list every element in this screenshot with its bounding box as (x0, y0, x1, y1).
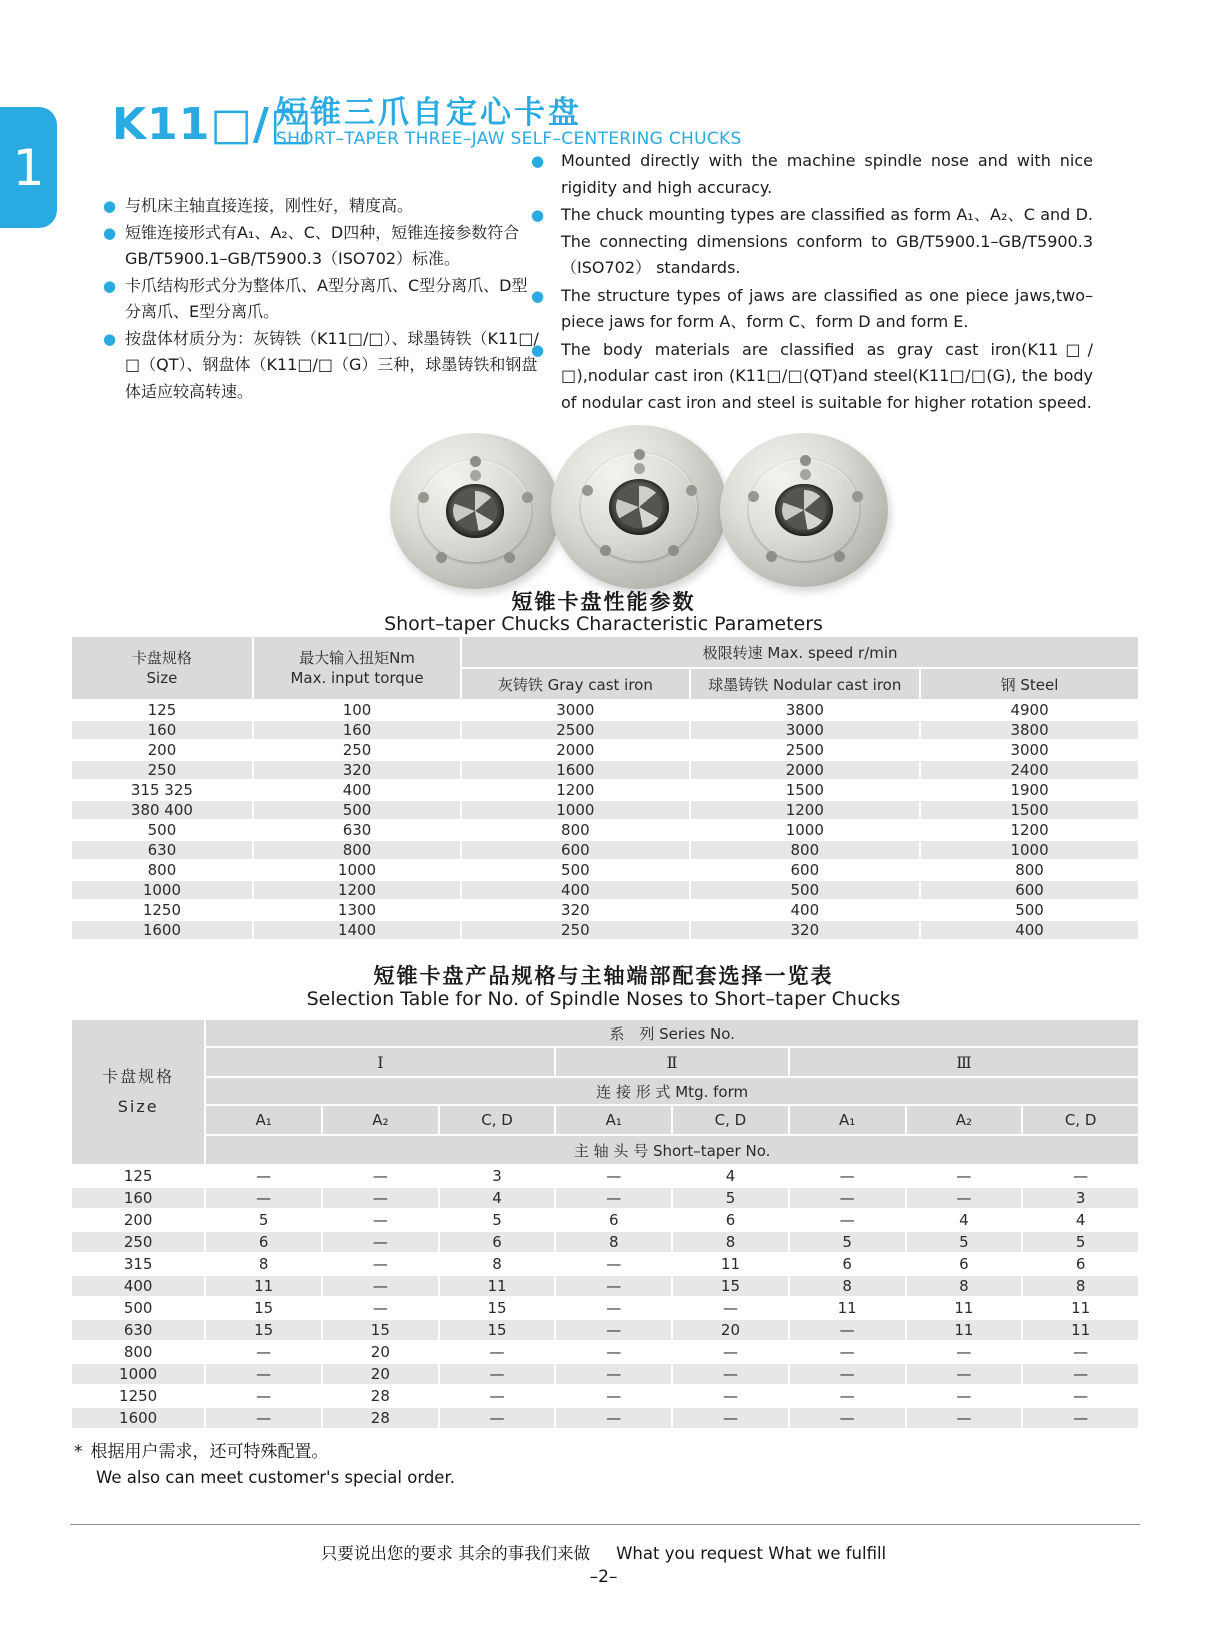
feature-item (103, 220, 541, 273)
t2-cell: — (372, 1255, 388, 1273)
t1-cell: 1500 (921, 801, 1138, 819)
t1-cell: 3000 (556, 701, 595, 719)
t2-cell: — (790, 1188, 905, 1208)
t1-cell: 400 (790, 901, 820, 919)
feature-item (531, 148, 1093, 201)
t1-cell: 1900 (1010, 781, 1049, 799)
t1-cell: 1200 (691, 801, 920, 819)
t1-cell: 400 (462, 881, 688, 899)
bullet-icon: ● (531, 286, 545, 305)
t2-header-series-label: 系 列 Series No. (206, 1020, 1138, 1046)
footnote-chinese: * 根据用户需求，还可特殊配置。 (74, 1442, 329, 1462)
t1-cell: 2000 (691, 761, 920, 779)
t2-cell: 15 (440, 1320, 555, 1340)
characteristic-parameters-table (70, 635, 1140, 941)
t1-cell: 500 (561, 861, 590, 879)
slogan-english: What you request What we fulfill (616, 1544, 887, 1563)
t2-cell: 5 (258, 1211, 269, 1229)
t2-cell: 8 (790, 1276, 905, 1296)
table-row (72, 1166, 1138, 1186)
t1-cell: 3800 (785, 701, 824, 719)
footer-slogan (0, 1540, 1207, 1564)
t1-cell: 2400 (921, 761, 1138, 779)
section-number: 1 (12, 138, 45, 197)
t2-cell: 4 (1075, 1211, 1086, 1229)
t2-cell: 8 (258, 1255, 269, 1273)
t2-cell: — (256, 1167, 272, 1185)
t2-cell: — (256, 1343, 272, 1361)
t2-header-size-en: Size (117, 1097, 159, 1116)
t1-cell: 800 (147, 861, 177, 879)
chuck-jaws (782, 490, 826, 530)
t2-cell: 8 (673, 1232, 788, 1252)
page-title-english: SHORT–TAPER THREE–JAW SELF–CENTERING CHUCKS (276, 129, 742, 149)
t2-cell: — (323, 1232, 438, 1252)
t2-cell: 3 (1023, 1188, 1138, 1208)
t1-cell: 160 (72, 721, 252, 739)
bullet-icon: ● (103, 276, 117, 295)
t2-cell: — (907, 1408, 1022, 1428)
t1-cell: 2500 (462, 721, 688, 739)
footnote-english: We also can meet customer's special order. (96, 1468, 455, 1487)
spindle-nose-selection-table (70, 1018, 1140, 1430)
feature-item (103, 193, 541, 220)
t2-cell: 250 (72, 1232, 204, 1252)
t1-header-torque-cn: 最大输入扭矩Nm (299, 649, 415, 667)
table-row (72, 1276, 1138, 1296)
t2-cell: 400 (72, 1276, 204, 1296)
t2-header-size-cn: 卡盘规格 (102, 1067, 175, 1086)
t1-header-torque-en: Max. input torque (290, 669, 424, 687)
t2-cell: 11 (206, 1276, 321, 1296)
table2-title-english: Selection Table for No. of Spindle Noses to Short–taper Chucks (306, 988, 901, 1010)
t2-cell: 5 (492, 1211, 502, 1229)
t2-cell: 20 (370, 1343, 390, 1361)
t2-cell: 8 (1023, 1276, 1138, 1296)
feature-list-chinese (103, 193, 541, 405)
t1-cell: 250 (462, 921, 688, 939)
t2-cell: 28 (323, 1408, 438, 1428)
t2-cell: 6 (725, 1211, 736, 1229)
t1-cell: 2500 (785, 741, 824, 759)
feature-item (103, 273, 541, 326)
t1-cell: 1500 (785, 781, 824, 799)
t1-cell: 100 (342, 701, 372, 719)
t2-taper-label: 主 轴 头 号 Short–taper No. (206, 1136, 1138, 1164)
t2-cell: — (206, 1364, 321, 1384)
page-number: –2– (589, 1567, 618, 1587)
t1-cell: 250 (72, 761, 252, 779)
t2-cell: — (790, 1408, 905, 1428)
section-tab (0, 107, 57, 228)
t1-cell: 1200 (556, 781, 595, 799)
t1-header-torque (254, 637, 460, 699)
t1-cell: 500 (254, 801, 460, 819)
t1-cell: 125 (147, 701, 177, 719)
t1-cell: 630 (342, 821, 372, 839)
t1-header-size-en: Size (146, 669, 178, 687)
t2-cell: 11 (907, 1320, 1022, 1340)
t2-cell: 1000 (72, 1364, 204, 1384)
t2-cell: 5 (673, 1188, 788, 1208)
t2-cell: 6 (608, 1211, 619, 1229)
t2-cell: — (606, 1299, 622, 1317)
t2-cell: 1250 (119, 1387, 158, 1405)
feature-text: 按盘体材质分为：灰铸铁（K11□/□）、球墨铸铁（K11□/□（QT）、钢盘体（K11□/□（G）三种，球墨铸铁和钢盘体适应较高转速。 (125, 328, 539, 401)
t2-cell: 11 (440, 1276, 555, 1296)
t2-cell: — (722, 1387, 738, 1405)
t2-cell: 125 (123, 1167, 153, 1185)
t1-cell: 1600 (72, 921, 252, 939)
t2-cell: 800 (123, 1343, 153, 1361)
table1-title-english: Short–taper Chucks Characteristic Parameters (384, 613, 823, 635)
table-row (72, 1320, 1138, 1340)
t2-cell: 630 (72, 1320, 204, 1340)
chuck-jaws (453, 491, 497, 532)
t2-cell: — (673, 1408, 788, 1428)
table-row (72, 701, 1138, 719)
bullet-icon: ● (531, 152, 545, 170)
t1-cell: 400 (921, 921, 1138, 939)
t1-cell: 315 325 (130, 781, 193, 799)
t1-subheader-cell: 钢 Steel (921, 669, 1138, 699)
table-row (72, 721, 1138, 739)
asterisk-icon: * (74, 1442, 83, 1462)
t2-cell: — (440, 1408, 555, 1428)
t2-cell: — (839, 1211, 855, 1229)
t2-cell: 28 (370, 1387, 390, 1405)
t2-cell: — (839, 1343, 855, 1361)
t2-cell: — (1023, 1364, 1138, 1384)
t1-cell: 500 (147, 821, 177, 839)
t1-cell: 2000 (556, 741, 595, 759)
t2-cell: — (839, 1167, 855, 1185)
t2-cell: 6 (959, 1255, 969, 1273)
t2-cell: 3 (492, 1167, 502, 1185)
t2-header-size (72, 1020, 204, 1164)
t2-cell: 15 (206, 1320, 321, 1340)
chuck-photo (390, 433, 560, 589)
t1-header-size-cn: 卡盘规格 (131, 649, 192, 667)
t2-cell: 20 (323, 1364, 438, 1384)
table-row (72, 1210, 1138, 1230)
t2-mtg-col-cell: C, D (1023, 1106, 1138, 1134)
feature-item (531, 283, 1093, 336)
t1-subheader-cell: 灰铸铁 Gray cast iron (462, 669, 688, 699)
t2-cell: — (323, 1188, 438, 1208)
t2-cell: — (722, 1299, 738, 1317)
t2-cell: 15 (254, 1299, 274, 1317)
t2-cell: — (1073, 1343, 1089, 1361)
feature-text: 与机床主轴直接连接，刚性好，精度高。 (125, 196, 414, 215)
t2-cell: 8 (556, 1232, 671, 1252)
table-row (72, 861, 1138, 879)
t2-cell: 4 (725, 1167, 736, 1185)
t2-cell: 315 (123, 1255, 153, 1273)
feature-item (531, 202, 1093, 282)
t2-cell: 4 (440, 1188, 555, 1208)
t2-cell: 11 (1071, 1299, 1091, 1317)
chuck-photo (551, 425, 727, 589)
t2-cell: — (956, 1167, 972, 1185)
t1-cell: 1000 (72, 881, 252, 899)
table-row (72, 921, 1138, 939)
t2-cell: — (839, 1387, 855, 1405)
t2-mtg-col-cell: A₂ (907, 1106, 1022, 1134)
t2-cell: — (489, 1387, 505, 1405)
feature-text: The chuck mounting types are classified as form A₁、A₂、C and D. The connecting dimensions conform to GB/T5900.1–GB/T5900.3 （ISO702） standards. (561, 205, 1093, 277)
t2-cell: 11 (1023, 1320, 1138, 1340)
t2-cell: 11 (720, 1255, 740, 1273)
t1-cell: 160 (254, 721, 460, 739)
t1-cell: 600 (790, 861, 820, 879)
t2-cell: — (606, 1387, 622, 1405)
feature-item (103, 326, 541, 406)
t2-mtg-label-row (72, 1078, 1138, 1104)
table-row (72, 801, 1138, 819)
bullet-icon: ● (103, 329, 117, 348)
t2-cell: 15 (673, 1276, 788, 1296)
t2-series-cell: Ⅲ (790, 1048, 1138, 1076)
t2-cell: 20 (673, 1320, 788, 1340)
t1-cell: 1000 (785, 821, 824, 839)
t2-cell: — (1073, 1387, 1089, 1405)
t1-cell: 1000 (462, 801, 688, 819)
feature-text: 卡爪结构形式分为整体爪、A型分离爪、C型分离爪、D型分离爪、E型分离爪。 (125, 275, 528, 321)
t1-cell: 800 (691, 841, 920, 859)
t2-cell: — (606, 1167, 622, 1185)
t1-header-size (72, 637, 252, 699)
t1-header-row (72, 637, 1138, 667)
feature-list-english (531, 148, 1093, 417)
table-row (72, 1364, 1138, 1384)
table-row (72, 1386, 1138, 1406)
t2-cell: 15 (323, 1320, 438, 1340)
t1-cell: 320 (254, 761, 460, 779)
t2-cell: 11 (954, 1299, 974, 1317)
t2-mtg-col-cell: C, D (440, 1106, 555, 1134)
footer-divider (70, 1524, 1140, 1525)
page-title-chinese: 短锥三爪自定心卡盘 (276, 95, 582, 131)
t2-cell: — (907, 1188, 1022, 1208)
t2-cell: 200 (123, 1211, 153, 1229)
chuck-jaws (616, 486, 662, 529)
table-row (72, 1298, 1138, 1318)
t2-mtg-col-cell: A₂ (323, 1106, 438, 1134)
t2-cell: 4 (959, 1211, 969, 1229)
t1-cell: 1250 (142, 901, 182, 919)
t2-cell: 6 (440, 1232, 555, 1252)
t2-cell: — (440, 1364, 555, 1384)
t1-cell: 800 (561, 821, 590, 839)
t1-cell: 630 (72, 841, 252, 859)
t2-cell: — (556, 1276, 671, 1296)
table-row (72, 1342, 1138, 1362)
t1-cell: 500 (691, 881, 920, 899)
t2-cell: — (256, 1387, 272, 1405)
t1-cell: 1200 (1010, 821, 1049, 839)
t2-cell: — (372, 1299, 388, 1317)
bullet-icon: ● (531, 340, 545, 359)
table-row (72, 821, 1138, 839)
t1-cell: 380 400 (72, 801, 252, 819)
feature-item (531, 337, 1093, 417)
t2-cell: — (956, 1343, 972, 1361)
t1-cell: 320 (561, 901, 590, 919)
t2-cell: 8 (492, 1255, 502, 1273)
t2-cell: — (556, 1408, 671, 1428)
t2-cell: — (790, 1364, 905, 1384)
table-row (72, 1188, 1138, 1208)
t1-cell: 250 (342, 741, 372, 759)
chuck-photo (720, 433, 888, 587)
t1-cell: 3000 (691, 721, 920, 739)
t1-cell: 1000 (921, 841, 1138, 859)
product-photos (390, 423, 890, 591)
t2-cell: — (606, 1343, 622, 1361)
t2-cell: 5 (1023, 1232, 1138, 1252)
table-row (72, 781, 1138, 799)
t2-mtg-label: 连 接 形 式 Mtg. form (206, 1078, 1138, 1104)
t2-series-cell: Ⅰ (206, 1048, 554, 1076)
table-row (72, 881, 1138, 899)
table-row (72, 901, 1138, 919)
t2-cell: — (790, 1320, 905, 1340)
t1-cell: 400 (342, 781, 372, 799)
t2-cell: 5 (790, 1232, 905, 1252)
t2-cell: 11 (837, 1299, 857, 1317)
t2-cell: — (1023, 1408, 1138, 1428)
bullet-icon: ● (103, 197, 117, 215)
feature-text: 短锥连接形式有A₁、A₂、C、D四种，短锥连接参数符合GB/T5900.1–GB/T5900.3（ISO702）标准。 (125, 222, 520, 268)
t1-cell: 3000 (1010, 741, 1049, 759)
table-row (72, 1408, 1138, 1428)
t2-cell: — (323, 1276, 438, 1296)
t1-cell: 4900 (1010, 701, 1049, 719)
t2-cell: — (372, 1167, 388, 1185)
table-row (72, 761, 1138, 779)
feature-text: The structure types of jaws are classified as one piece jaws,two–piece jaws for form A、form C、form D and form E. (561, 285, 1093, 331)
t2-cell: — (1073, 1167, 1089, 1185)
t2-series-cell: Ⅱ (556, 1048, 787, 1076)
t2-mtg-col-cell: C, D (673, 1106, 788, 1134)
table2-title-chinese: 短锥卡盘产品规格与主轴端部配套选择一览表 (373, 964, 834, 988)
t2-cell: 6 (206, 1232, 321, 1252)
t2-series-row (72, 1048, 1138, 1076)
table-row (72, 1232, 1138, 1252)
t1-cell: 200 (147, 741, 177, 759)
t2-cell: — (556, 1188, 671, 1208)
t2-mtg-col-cell: A₁ (206, 1106, 321, 1134)
t1-cell: 1400 (254, 921, 460, 939)
table-row (72, 741, 1138, 759)
footnote (74, 1440, 455, 1490)
t1-header-speed-group: 极限转速 Max. speed r/min (462, 637, 1138, 667)
t2-cell: — (673, 1364, 788, 1384)
t2-cell: 6 (1075, 1255, 1086, 1273)
t2-cell: 500 (123, 1299, 153, 1317)
t2-mtg-col-cell: A₁ (556, 1106, 671, 1134)
t1-cell: 320 (691, 921, 920, 939)
t2-cell: — (956, 1387, 972, 1405)
t2-mtg-cols-row (72, 1106, 1138, 1134)
t2-cell: 8 (907, 1276, 1022, 1296)
t2-header-row (72, 1020, 1138, 1046)
bullet-icon: ● (103, 223, 117, 242)
t2-cell: — (556, 1364, 671, 1384)
t2-cell: 160 (72, 1188, 204, 1208)
t1-cell: 600 (921, 881, 1138, 899)
t2-cell: 15 (487, 1299, 507, 1317)
t1-cell: 800 (1015, 861, 1044, 879)
table-row (72, 841, 1138, 859)
bullet-icon: ● (531, 206, 545, 224)
t1-cell: 1300 (337, 901, 377, 919)
table1-title-chinese: 短锥卡盘性能参数 (511, 590, 696, 614)
feature-text: Mounted directly with the machine spindle nose and with nice rigidity and high accuracy. (561, 151, 1093, 197)
t2-cell: — (722, 1343, 738, 1361)
t1-cell: 3800 (921, 721, 1138, 739)
model-code: K11□/□ (112, 99, 313, 150)
feature-text: The body materials are classified as gray cast iron(K11□/□),nodular cast iron (K11□/□(QT)and steel(K11□/□(G), the body of nodular cast iron and steel is suitable for higher rotation speed. (561, 339, 1093, 412)
t2-cell: 5 (907, 1232, 1022, 1252)
t2-cell: 1600 (72, 1408, 204, 1428)
t1-cell: 1200 (254, 881, 460, 899)
t2-cell: — (372, 1211, 388, 1229)
t2-cell: — (606, 1255, 622, 1273)
t2-cell: — (489, 1343, 505, 1361)
t2-cell: — (556, 1320, 671, 1340)
t2-cell: — (907, 1364, 1022, 1384)
t1-cell: 1000 (337, 861, 377, 879)
table-row (72, 1254, 1138, 1274)
t1-cell: 500 (1015, 901, 1044, 919)
t2-mtg-col-cell: A₁ (790, 1106, 905, 1134)
t1-cell: 600 (462, 841, 688, 859)
t1-cell: 1600 (462, 761, 688, 779)
t2-cell: — (206, 1188, 321, 1208)
t2-cell: — (206, 1408, 321, 1428)
t1-cell: 800 (254, 841, 460, 859)
t2-cell: 6 (842, 1255, 852, 1273)
t1-subheader-cell: 球墨铸铁 Nodular cast iron (691, 669, 920, 699)
slogan-chinese: 只要说出您的要求 其余的事我们来做 (320, 1544, 591, 1563)
t2-taper-label-row (72, 1136, 1138, 1164)
